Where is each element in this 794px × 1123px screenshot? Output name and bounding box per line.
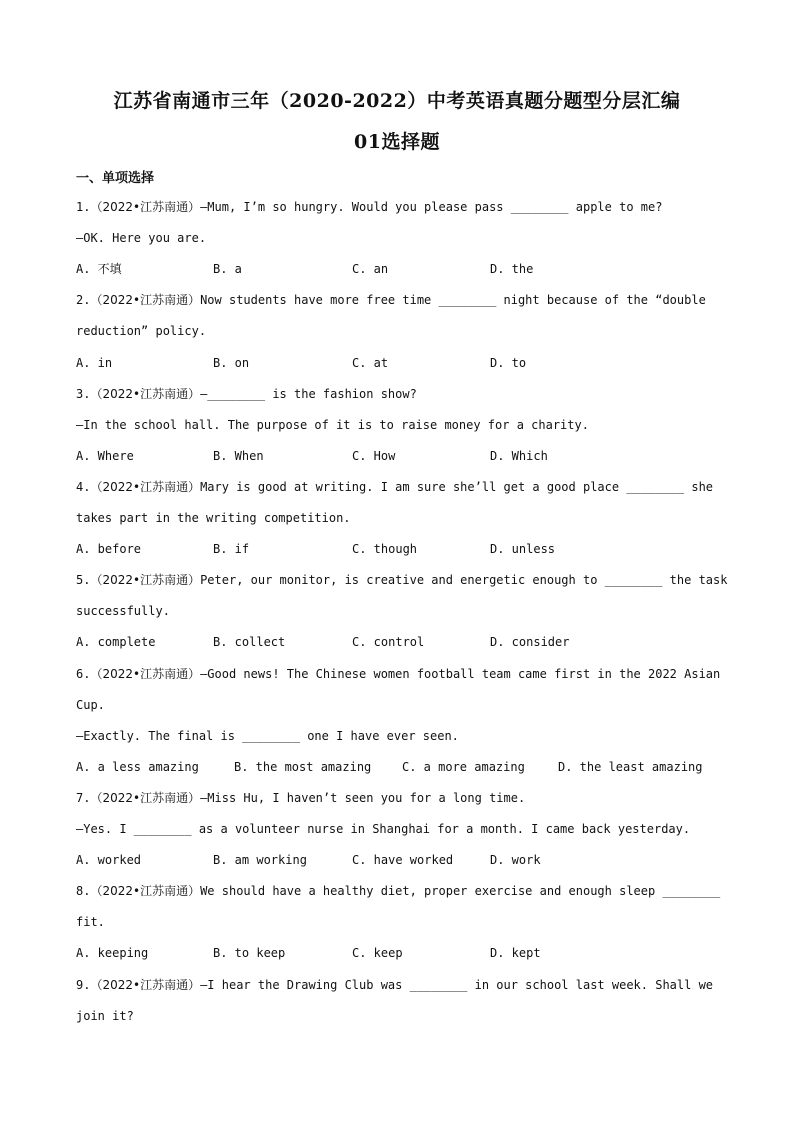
answer-option[interactable]: D. the least amazing <box>558 759 703 774</box>
question-line: join it? <box>76 1008 134 1023</box>
question-line: —Yes. I ________ as a volunteer nurse in Shanghai for a month. I came back yesterday. <box>76 822 691 836</box>
question-text: —________ is the fashion show? <box>200 386 417 401</box>
answer-option[interactable]: D. consider <box>490 635 570 650</box>
question-line: —OK. Here you are. <box>76 231 207 246</box>
question-number: 2. <box>76 293 91 308</box>
question-line: successfully. <box>76 604 170 619</box>
answer-option[interactable]: C. a more amazing <box>402 759 525 774</box>
question-source: （2022•江苏南通） <box>90 884 201 899</box>
document-subtitle: 01选择题 <box>354 131 440 153</box>
question-line: fit. <box>76 915 105 930</box>
answer-option[interactable]: A. keeping <box>76 946 149 961</box>
question-number: 7. <box>76 790 91 805</box>
question-line <box>76 386 720 402</box>
question-source: （2022•江苏南通） <box>90 573 201 588</box>
answer-option[interactable]: A. a less amazing <box>76 759 199 774</box>
question-number: 8. <box>76 884 91 899</box>
answer-option[interactable]: B. a <box>213 262 242 277</box>
question-text: —I hear the Drawing Club was ________ in our school last week. Shall we <box>200 977 714 992</box>
answer-option[interactable]: C. have worked <box>352 853 454 868</box>
question-line: reduction” policy. <box>76 324 207 339</box>
question-line: takes part in the writing competition. <box>76 511 351 525</box>
question-number: 3. <box>76 386 91 401</box>
answer-option[interactable]: D. work <box>490 853 541 868</box>
answer-option[interactable]: B. collect <box>213 635 286 650</box>
question-number: 1. <box>76 200 91 214</box>
question-text: —Miss Hu, I haven’t seen you for a long time. <box>200 790 526 805</box>
question-number: 6. <box>76 666 91 681</box>
question-line <box>76 790 720 806</box>
answer-option[interactable]: C. at <box>352 355 389 370</box>
question-source: （2022•江苏南通） <box>90 293 201 308</box>
answer-option[interactable]: C. How <box>352 448 396 463</box>
section-heading: 一、单项选择 <box>76 171 155 186</box>
answer-option[interactable]: C. keep <box>352 946 403 961</box>
answer-option[interactable]: B. am working <box>213 853 307 868</box>
question-number: 9. <box>76 977 91 992</box>
answer-option[interactable]: D. unless <box>490 542 556 557</box>
question-text: Now students have more free time ________ night because of the “double <box>200 293 706 308</box>
answer-option[interactable]: B. if <box>213 542 250 557</box>
answer-option[interactable]: D. kept <box>490 946 541 961</box>
question-line: —Exactly. The final is ________ one I have ever seen. <box>76 728 459 743</box>
question-source: （2022•江苏南通） <box>90 790 201 805</box>
answer-option[interactable]: C. control <box>352 635 425 650</box>
question-source: （2022•江苏南通） <box>90 666 201 681</box>
question-text: Mary is good at writing. I am sure she’ll get a good place ________ she <box>200 479 714 494</box>
question-line: Cup. <box>76 697 105 712</box>
question-line <box>76 292 720 308</box>
question-source: （2022•江苏南通） <box>90 977 201 992</box>
answer-option[interactable]: A. 不填 <box>76 262 122 277</box>
question-line <box>76 199 720 215</box>
answer-option[interactable]: A. Where <box>76 448 134 463</box>
question-line <box>76 977 720 993</box>
question-line <box>76 572 728 588</box>
question-source: （2022•江苏南通） <box>90 200 201 214</box>
question-number: 4. <box>76 479 91 494</box>
answer-option[interactable]: D. Which <box>490 448 548 463</box>
answer-option[interactable]: A. before <box>76 542 142 557</box>
question-source: （2022•江苏南通） <box>90 479 201 494</box>
answer-option[interactable]: A. in <box>76 355 113 370</box>
question-text: Peter, our monitor, is creative and energetic enough to ________ the task <box>200 573 728 588</box>
answer-option[interactable]: B. the most amazing <box>234 759 372 774</box>
question-source: （2022•江苏南通） <box>90 386 201 401</box>
answer-option[interactable]: B. on <box>213 355 250 370</box>
answer-option[interactable]: D. to <box>490 355 527 370</box>
answer-option[interactable]: A. worked <box>76 853 142 868</box>
answer-option[interactable]: C. though <box>352 542 418 557</box>
question-text: —Good news! The Chinese women football team came first in the 2022 Asian <box>200 666 721 681</box>
question-line <box>76 666 720 682</box>
answer-option[interactable]: C. an <box>352 262 389 277</box>
question-line: —In the school hall. The purpose of it is to raise money for a charity. <box>76 417 589 432</box>
question-text: —Mum, I’m so hungry. Would you please pass ________ apple to me? <box>200 200 663 214</box>
question-text: We should have a healthy diet, proper exercise and enough sleep ________ <box>200 884 721 899</box>
question-line <box>76 479 720 495</box>
answer-option[interactable]: A. complete <box>76 635 156 650</box>
question-number: 5. <box>76 573 91 588</box>
document-title: 江苏省南通市三年（2020-2022）中考英语真题分题型分层汇编 <box>113 90 681 112</box>
answer-option[interactable]: B. to keep <box>213 946 286 961</box>
answer-option[interactable]: D. the <box>490 262 534 277</box>
answer-option[interactable]: B. When <box>213 448 264 463</box>
question-line <box>76 883 720 899</box>
